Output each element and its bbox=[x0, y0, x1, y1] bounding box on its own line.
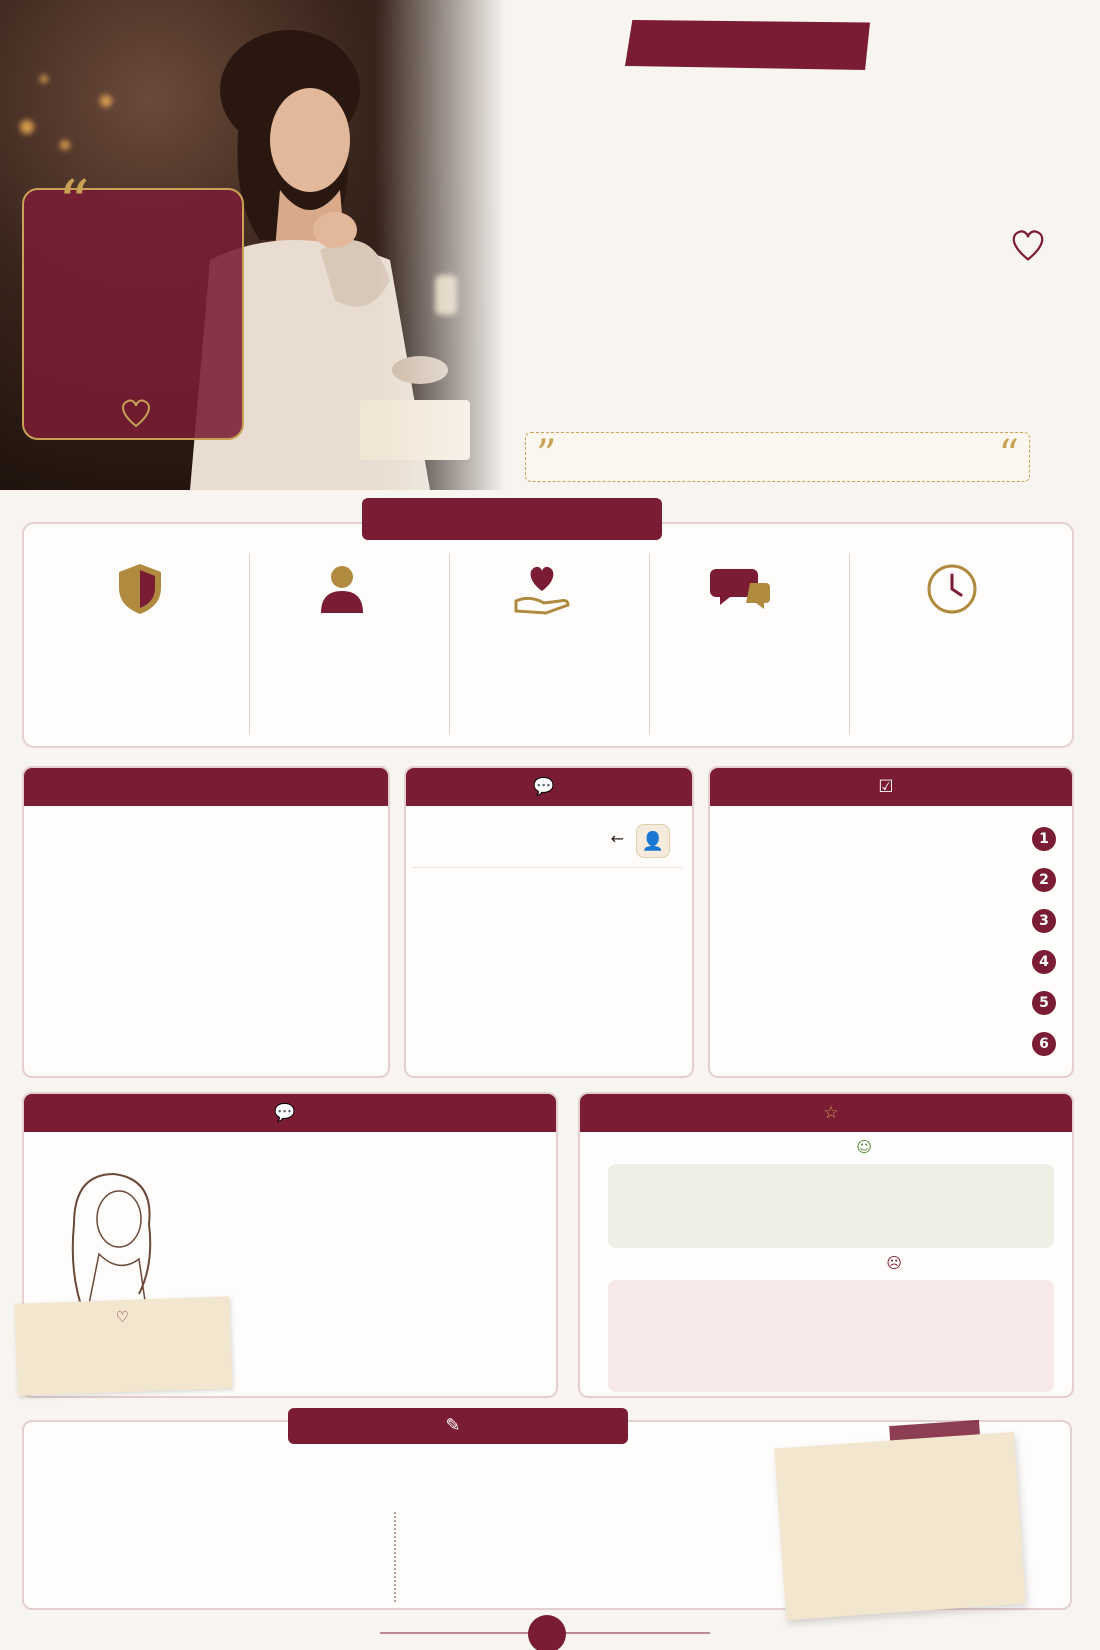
hero-quote-card bbox=[22, 166, 244, 440]
after-panel bbox=[578, 1092, 1074, 1398]
sticky-line3 bbox=[776, 1462, 1015, 1479]
heart-icon bbox=[1006, 222, 1050, 266]
sticky-line1 bbox=[776, 1462, 1015, 1479]
phrases-header bbox=[24, 1094, 556, 1132]
smile-icon: ☺ bbox=[856, 1138, 872, 1156]
how-to-header bbox=[710, 768, 1072, 806]
example-row bbox=[412, 818, 682, 868]
step-number: 5 bbox=[1032, 991, 1056, 1015]
examples-panel bbox=[404, 766, 694, 1078]
example-icon: 👤 bbox=[636, 824, 670, 858]
positive-heading bbox=[856, 1138, 872, 1156]
examples-header bbox=[406, 768, 692, 806]
weak-signs-panel bbox=[22, 766, 390, 1078]
positive-box bbox=[608, 1164, 1054, 1248]
step-number: 2 bbox=[1032, 868, 1056, 892]
exercise-title bbox=[288, 1408, 628, 1444]
how-step bbox=[722, 984, 1056, 1020]
quote-strip bbox=[525, 432, 1030, 482]
pencil-icon: ✎ bbox=[445, 1415, 461, 1436]
type-emotional bbox=[442, 554, 642, 734]
chapter-banner bbox=[625, 20, 870, 70]
quote-close-icon: ” bbox=[536, 432, 557, 478]
clock-icon bbox=[924, 561, 980, 617]
how-step bbox=[722, 902, 1056, 938]
type-time bbox=[852, 554, 1052, 734]
speech-bubble-icon: 💬 bbox=[533, 777, 555, 797]
speech-bubble-icon: 💬 bbox=[274, 1103, 296, 1123]
chat-icon bbox=[710, 561, 774, 617]
challenges-box bbox=[608, 1280, 1054, 1392]
type-values bbox=[40, 554, 240, 734]
heart-icon bbox=[116, 392, 156, 432]
challenges-heading bbox=[886, 1254, 902, 1272]
check-icon: ☑ bbox=[878, 777, 894, 797]
how-step bbox=[722, 943, 1056, 979]
page-number bbox=[528, 1615, 566, 1650]
star-icon: ☆ bbox=[823, 1103, 839, 1123]
step-number: 6 bbox=[1032, 1032, 1056, 1056]
step-number: 1 bbox=[1032, 827, 1056, 851]
how-step bbox=[722, 1025, 1056, 1061]
remember-note bbox=[14, 1296, 232, 1395]
heart-hand-icon bbox=[510, 561, 574, 617]
arrow-left-icon: ← bbox=[610, 829, 624, 848]
sticky-line2 bbox=[776, 1462, 1015, 1479]
how-to-panel bbox=[708, 766, 1074, 1078]
step-number: 4 bbox=[1032, 950, 1056, 974]
sad-icon: ☹ bbox=[886, 1254, 902, 1272]
quote-open-icon: “ bbox=[998, 432, 1019, 478]
person-icon bbox=[317, 561, 367, 617]
quote-icon: “ bbox=[58, 166, 90, 239]
heart-icon: ♡ bbox=[115, 1307, 130, 1327]
shield-icon bbox=[115, 560, 165, 618]
closing-sticky-note bbox=[774, 1432, 1025, 1620]
type-communication bbox=[642, 554, 842, 734]
types-section-title bbox=[362, 498, 662, 540]
how-step bbox=[722, 861, 1056, 897]
boundary-types-section bbox=[22, 522, 1074, 748]
weak-signs-title bbox=[24, 768, 388, 806]
how-step bbox=[722, 820, 1056, 856]
step-number: 3 bbox=[1032, 909, 1056, 933]
type-behavior bbox=[242, 554, 442, 734]
after-header bbox=[580, 1094, 1072, 1132]
